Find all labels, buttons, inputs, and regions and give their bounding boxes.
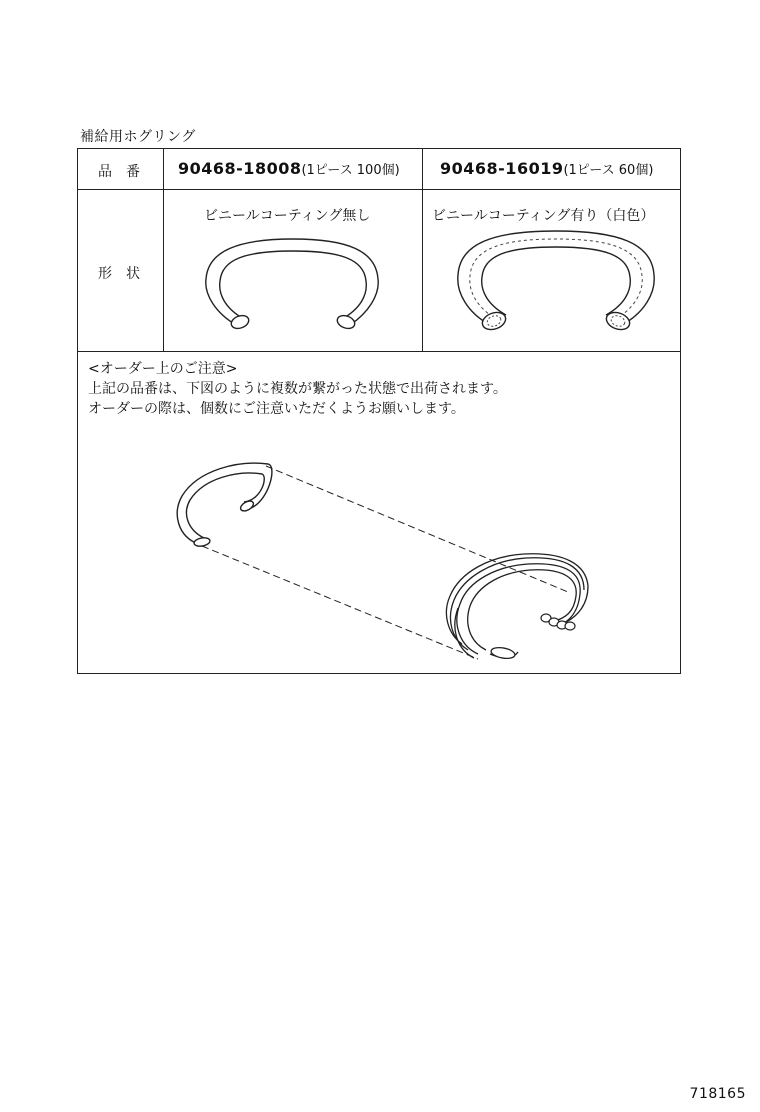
product-1-shape-desc: ビニールコーティング無し	[204, 208, 371, 224]
table-divider	[78, 189, 680, 190]
product-2-shape-desc: ビニールコーティング有り（白色）	[432, 208, 655, 224]
notes-line: オーダーの際は、個数にご注意いただくようお願いします。	[88, 401, 465, 417]
part-quantity-note: (1ピース 100個)	[301, 163, 400, 178]
parts-table	[77, 148, 681, 674]
page-title: 補給用ホグリング	[80, 129, 196, 145]
shape-header: 形 状	[98, 266, 140, 282]
notes-heading: <オーダー上のご注意>	[88, 361, 238, 377]
connected-rings-illustration	[168, 454, 608, 654]
table-divider	[78, 351, 680, 352]
part-number: 90468-18008	[178, 159, 302, 178]
order-notes	[88, 359, 507, 419]
table-divider	[163, 149, 164, 351]
uncoated-ring-illustration	[198, 233, 388, 343]
coated-ring-illustration	[456, 229, 656, 344]
notes-line: 上記の品番は、下図のように複数が繋がった状態で出荷されます。	[88, 381, 507, 397]
part-quantity-note: (1ピース 60個)	[563, 163, 654, 178]
table-divider	[422, 149, 423, 351]
product-1-part-number	[178, 159, 400, 178]
document-id: 718165	[689, 1086, 746, 1102]
product-2-part-number	[440, 159, 653, 178]
part-number-header: 品 番	[98, 164, 140, 180]
part-number: 90468-16019	[440, 159, 564, 178]
